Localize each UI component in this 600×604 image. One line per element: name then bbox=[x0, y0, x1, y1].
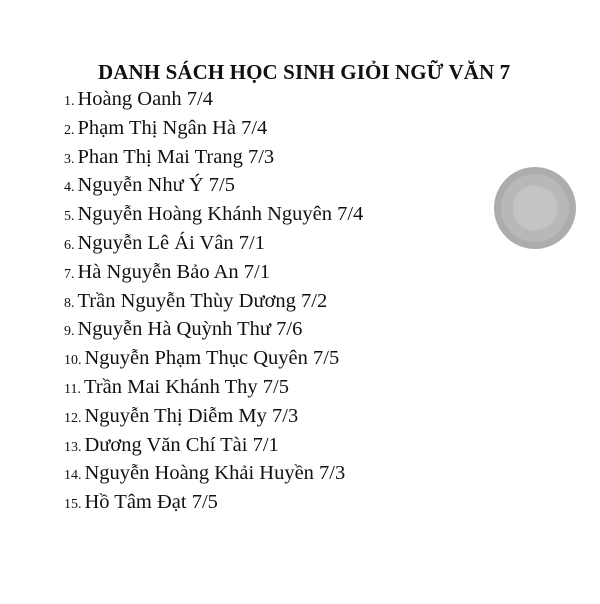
list-item bbox=[64, 203, 363, 232]
list-item bbox=[64, 174, 363, 203]
item-number: 14. bbox=[64, 468, 82, 484]
list-item bbox=[64, 376, 363, 405]
student-name: Phạm Thị Ngân Hà 7/4 bbox=[77, 116, 268, 139]
item-number: 6. bbox=[64, 237, 75, 253]
list-item bbox=[64, 261, 363, 290]
list-item bbox=[64, 290, 363, 319]
item-number: 3. bbox=[64, 151, 75, 167]
item-number: 2. bbox=[64, 122, 75, 138]
list-item bbox=[64, 405, 363, 434]
item-number: 4. bbox=[64, 180, 75, 196]
student-list bbox=[64, 88, 363, 520]
student-name: Nguyễn Hoàng Khải Huyền 7/3 bbox=[84, 462, 346, 485]
decorative-circle bbox=[494, 167, 576, 249]
student-name: Hà Nguyễn Bảo An 7/1 bbox=[77, 260, 270, 283]
student-name: Hồ Tâm Đạt 7/5 bbox=[84, 491, 218, 514]
item-number: 10. bbox=[64, 353, 82, 369]
list-item bbox=[64, 434, 363, 463]
item-number: 11. bbox=[64, 381, 81, 397]
student-name: Hoàng Oanh 7/4 bbox=[77, 88, 214, 110]
list-item bbox=[64, 318, 363, 347]
student-name: Phan Thị Mai Trang 7/3 bbox=[77, 145, 275, 168]
student-name: Nguyễn Thị Diễm My 7/3 bbox=[84, 404, 299, 427]
item-number: 8. bbox=[64, 295, 75, 311]
list-item bbox=[64, 462, 363, 491]
list-item bbox=[64, 117, 363, 146]
item-number: 13. bbox=[64, 439, 82, 455]
student-name: Nguyễn Hà Quỳnh Thư 7/6 bbox=[77, 318, 303, 341]
list-item bbox=[64, 491, 363, 520]
item-number: 12. bbox=[64, 410, 82, 426]
list-item bbox=[64, 347, 363, 376]
item-number: 15. bbox=[64, 497, 82, 513]
student-name: Nguyễn Phạm Thục Quyên 7/5 bbox=[84, 347, 340, 370]
item-number: 7. bbox=[64, 266, 75, 282]
list-item bbox=[64, 146, 363, 175]
list-item bbox=[64, 232, 363, 261]
list-item bbox=[64, 88, 363, 117]
student-name: Dương Văn Chí Tài 7/1 bbox=[84, 433, 279, 456]
student-name: Nguyễn Hoàng Khánh Nguyên 7/4 bbox=[77, 203, 364, 226]
student-name: Trần Mai Khánh Thy 7/5 bbox=[83, 375, 289, 398]
item-number: 9. bbox=[64, 324, 75, 340]
item-number: 5. bbox=[64, 209, 75, 225]
student-name: Nguyễn Lê Ái Vân 7/1 bbox=[77, 231, 266, 254]
page-title: DANH SÁCH HỌC SINH GIỎI NGỮ VĂN 7 bbox=[98, 60, 511, 84]
student-name: Nguyễn Như Ý 7/5 bbox=[77, 174, 235, 197]
item-number: 1. bbox=[64, 94, 75, 109]
student-name: Trần Nguyễn Thùy Dương 7/2 bbox=[77, 289, 328, 312]
